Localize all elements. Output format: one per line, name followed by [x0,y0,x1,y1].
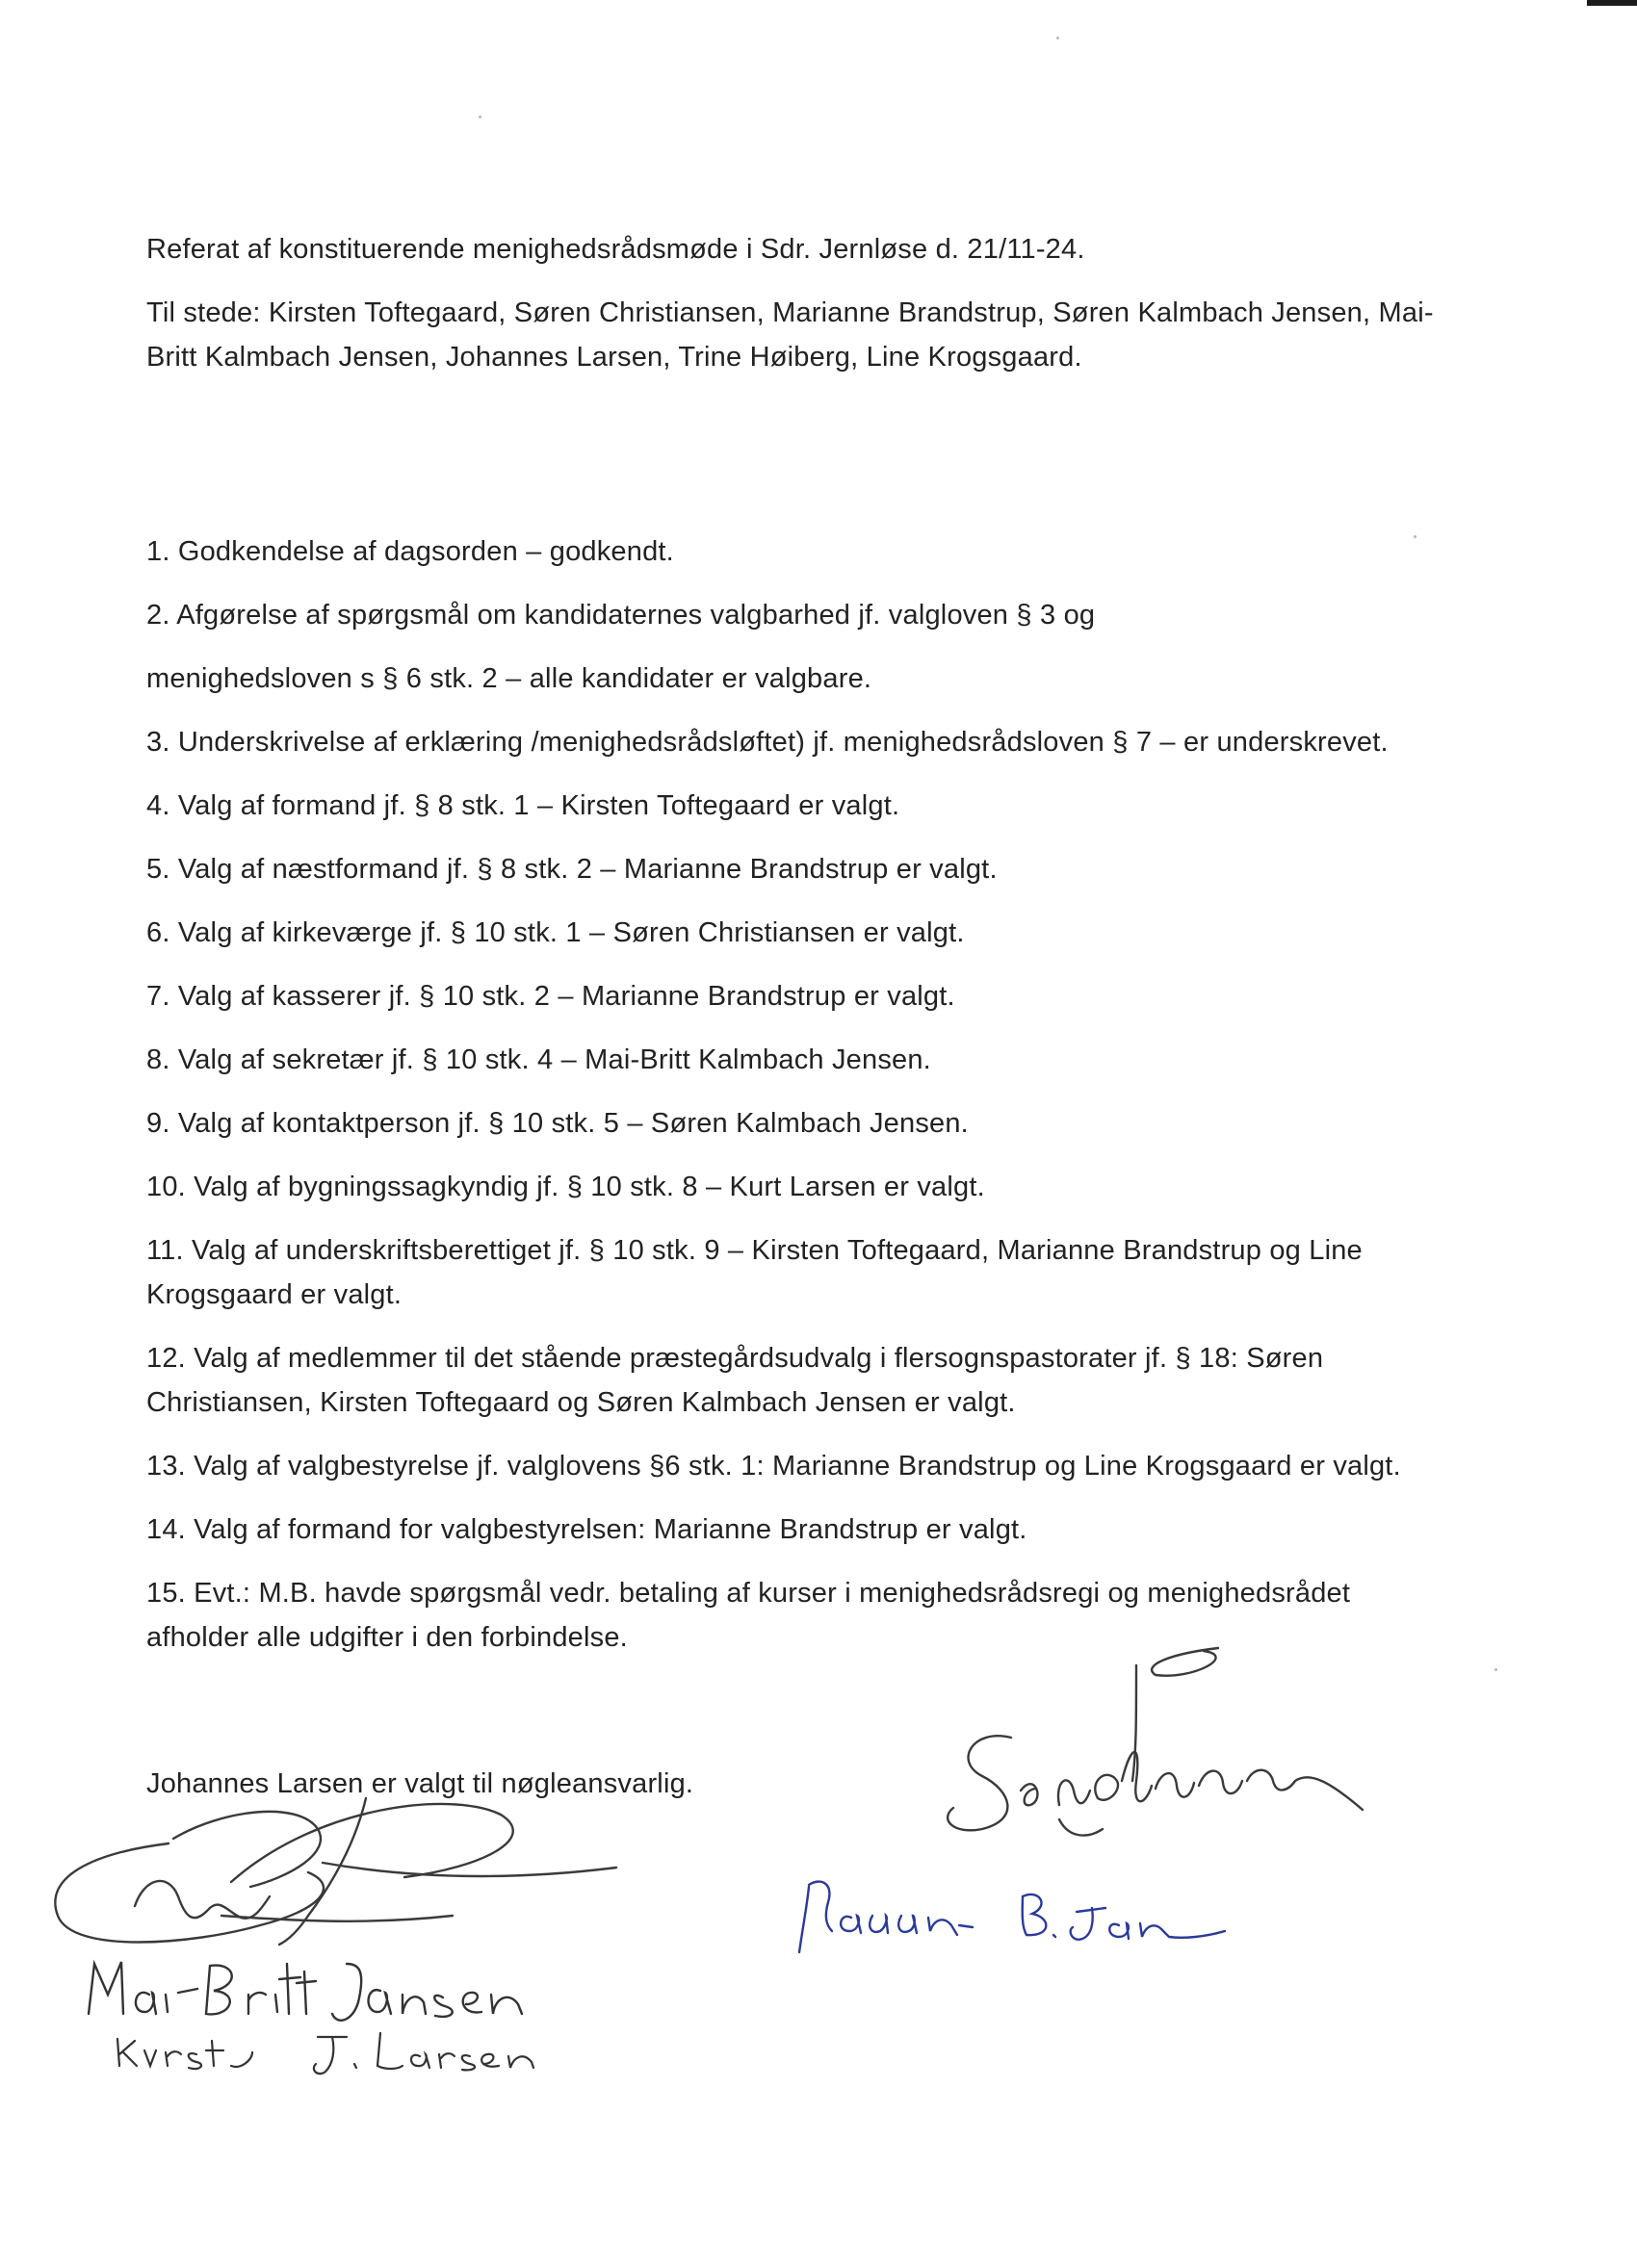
agenda-item [146,1444,1437,1488]
agenda-item-text: 14. Valg af formand for valgbestyrelsen: Marianne Brandstrup er valgt. [146,1514,1027,1545]
agenda-item-text: 2. Afgørelse af spørgsmål om kandidaternes valgbarhed jf. valgloven § 3 og [146,600,1096,631]
agenda-item [146,911,1437,955]
agenda-item-text: 9. Valg af kontaktperson jf. § 10 stk. 5 – Søren Kalmbach Jensen. [146,1108,969,1139]
scan-edge-mark [1587,0,1637,6]
closing-note: Johannes Larsen er valgt til nøgleansvarlig. [146,1768,694,1799]
scan-dust [1056,37,1059,39]
scan-dust [1494,1668,1497,1671]
agenda-item-continuation: menighedsloven s § 6 stk. 2 – alle kandidater er valgbare. [146,663,872,694]
agenda-item-text: 7. Valg af kasserer jf. § 10 stk. 2 – Marianne Brandstrup er valgt. [146,981,955,1012]
agenda-item [146,720,1437,764]
attendees-paragraph: Til stede: Kirsten Toftegaard, Søren Christiansen, Marianne Brandstrup, Søren Kalmbach Jensen, Mai-Britt Kalmbach Jensen, Johannes Larsen, Trine Høiberg, Line Krogsgaard. [146,297,1434,373]
agenda-item [146,1336,1437,1425]
agenda-item-text: 15. Evt.: M.B. havde spørgsmål vedr. betaling af kurser i menighedsrådsregi og menighedsrådet afholder alle udgifter i den forbindelse. [146,1578,1351,1653]
document-title: Referat af konstituerende menighedsrådsmøde i Sdr. Jernløse d. 21/11-24. [146,234,1085,265]
agenda-item-text: 1. Godkendelse af dagsorden – godkendt. [146,536,674,567]
agenda-item [146,1038,1437,1082]
agenda-item [146,974,1437,1018]
agenda-item [146,784,1437,828]
agenda-item-text: 10. Valg af bygningssagkyndig jf. § 10 stk. 8 – Kurt Larsen er valgt. [146,1172,985,1202]
signatures-area [0,1637,1637,2079]
agenda-item [146,847,1437,891]
agenda-item-text: 4. Valg af formand jf. § 8 stk. 1 – Kirsten Toftegaard er valgt. [146,790,900,821]
agenda-item [146,593,1437,701]
agenda-item [146,1165,1437,1209]
agenda-item-text: 6. Valg af kirkeværge jf. § 10 stk. 1 – Søren Christiansen er valgt. [146,917,965,948]
agenda-item-text: 3. Underskrivelse af erklæring /menighedsrådsløftet) jf. menighedsrådsloven § 7 – er underskrevet. [146,727,1389,758]
agenda-list [146,529,1437,1679]
agenda-item [146,1508,1437,1552]
agenda-item-text: 8. Valg af sekretær jf. § 10 stk. 4 – Mai-Britt Kalmbach Jensen. [146,1044,931,1075]
signature-kirsten-t-larsen [117,2033,533,2074]
agenda-item-text: 12. Valg af medlemmer til det stående præstegårdsudvalg i flersognspastorater jf. § 18: Søren Christiansen, Kirsten Toftegaard og Søren Kalmbach Jensen er valgt. [146,1343,1324,1418]
agenda-item [146,529,1437,574]
agenda-item-text: 11. Valg af underskriftsberettiget jf. § 10 stk. 9 – Kirsten Toftegaard, Marianne Brandstrup og Line Krogsgaard er valgt. [146,1235,1363,1310]
agenda-item-text: 5. Valg af næstformand jf. § 8 stk. 2 – Marianne Brandstrup er valgt. [146,854,998,885]
signature-marianne-b-jensen [799,1882,1225,1952]
signature-mai-britt-jensen [89,1962,522,2021]
agenda-item-text: 13. Valg af valgbestyrelse jf. valglovens §6 stk. 1: Marianne Brandstrup og Line Krogsgaard er valgt. [146,1451,1401,1482]
signature-scribble-left [55,1798,616,1945]
agenda-item [146,1571,1437,1660]
scan-dust [479,116,481,118]
agenda-item [146,1101,1437,1146]
agenda-item [146,1228,1437,1317]
